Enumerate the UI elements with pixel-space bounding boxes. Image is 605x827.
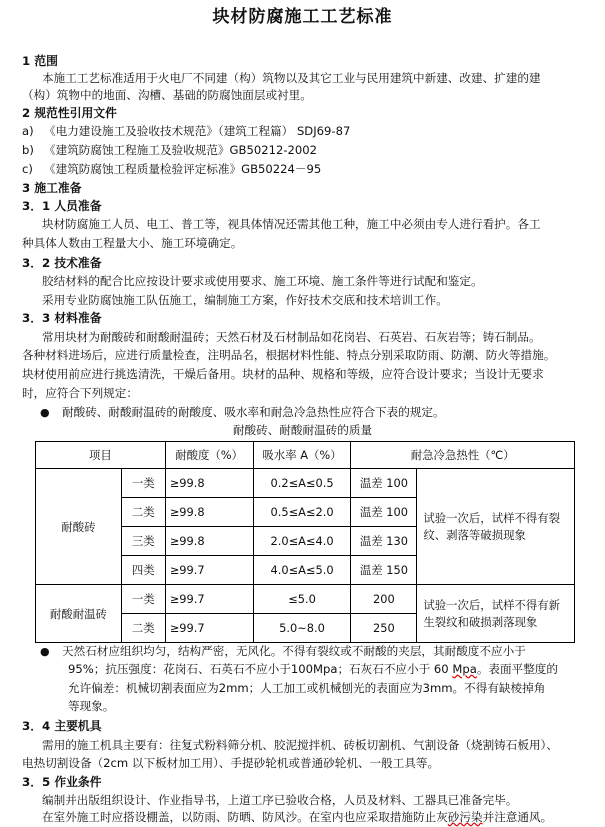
section-3-5-heading: 3．5 作业条件 xyxy=(22,775,102,789)
bullet-item-2-text-1: 天然石材应组织均匀，结构严密，无风化。不得有裂纹或不耐酸的夹层，其耐酸度不应小于 xyxy=(62,644,526,658)
section-3-3-line-4: 时，应符合下列规定： xyxy=(22,386,138,400)
temp-cell: 温差 100 xyxy=(351,498,417,527)
water-cell: ≤5.0 xyxy=(253,585,351,614)
water-cell: 5.0~8.0 xyxy=(253,614,351,643)
water-cell: 2.0≤A≤4.0 xyxy=(253,527,351,556)
water-cell: 0.5≤A≤2.0 xyxy=(253,498,351,527)
table-caption: 耐酸砖、耐酸耐温砖的质量 xyxy=(232,423,373,437)
group-name-acid-brick: 耐酸砖 xyxy=(36,469,122,585)
grade-cell: 四类 xyxy=(121,556,165,585)
section-3-4-line-1: 需用的施工机具主要有：往复式粉料筛分机、胶泥搅拌机、砖板切割机、气割设备（烧割铸石板用）、 xyxy=(42,738,558,752)
section-3-5-text-2a: 在室外施工时应搭设棚盖，以防雨、防晒、防风沙。在室内也应采取措施防止灰 xyxy=(42,810,448,824)
grade-cell: 一类 xyxy=(121,469,165,498)
section-3-5-text-2b: 并注意通风。 xyxy=(482,810,553,824)
section-1-heading: 1 范围 xyxy=(22,54,58,68)
acid-cell: ≥99.8 xyxy=(165,498,253,527)
section-3-3-line-3: 块材使用前应进行挑选清洗，干燥后备用。块材的品种、规格和等级，应符合设计要求；当设计无要求 xyxy=(22,367,544,381)
section-3-3-heading: 3．3 材料准备 xyxy=(22,311,102,325)
grade-cell: 二类 xyxy=(121,498,165,527)
bullet-item-2-line-1 xyxy=(40,642,587,661)
temp-cell: 200 xyxy=(351,585,417,614)
table-row xyxy=(36,469,575,498)
section-1-text-line-1: 本施工工艺标准适用于火电厂不同建（构）筑物以及其它工业与民用建筑中新建、改建、扩建的建 xyxy=(42,71,541,85)
temp-cell: 温差 100 xyxy=(351,469,417,498)
acid-cell: ≥99.7 xyxy=(165,556,253,585)
reference-key: a) xyxy=(22,124,34,138)
reference-item-b xyxy=(22,141,587,159)
group-1-test-note: 试验一次后，试样不得有裂纹、剥落等破损现象 xyxy=(417,469,575,585)
acid-cell: ≥99.8 xyxy=(165,527,253,556)
reference-text: 《建筑防腐蚀工程施工及验收规范》GB50212-2002 xyxy=(44,143,318,157)
bullet-item-2-text-2a: 95%；抗压强度：花岗石、石英石不应小于100Mpa；石灰石不应小于 60 xyxy=(68,662,453,676)
brick-quality-table xyxy=(35,441,575,643)
reference-text: 《建筑防腐蚀工程质量检验评定标准》GB50224－95 xyxy=(44,162,322,176)
grade-cell: 一类 xyxy=(121,585,165,614)
section-3-1-line-1: 块材防腐施工人员、电工、普工等，视具体情况还需其他工种，施工中必须由专人进行看护。各工 xyxy=(42,217,541,231)
bullet-item-2-line-4: 等现象。 xyxy=(68,699,115,713)
section-3-2-line-2: 采用专业防腐蚀施工队伍施工，编制施工方案，作好技术交底和技术培训工作。 xyxy=(42,293,448,307)
reference-key: c) xyxy=(22,162,33,176)
acid-cell: ≥99.7 xyxy=(165,585,253,614)
section-3-heading: 3 施工准备 xyxy=(22,181,82,195)
bullet-item-2-line-3: 允许偏差：机械切割表面应为2mm；人工加工或机械刨光的表面应为3mm。不得有缺棱掉角 xyxy=(68,681,546,695)
table-row xyxy=(36,585,575,614)
bullet-item-1 xyxy=(40,403,587,422)
acid-cell: ≥99.8 xyxy=(165,469,253,498)
section-3-5-line-2 xyxy=(42,808,587,826)
section-1-text-line-2: （构）筑物中的地面、沟槽、基础的防腐蚀面层或衬里。 xyxy=(22,88,312,102)
section-2-heading: 2 规范性引用文件 xyxy=(22,106,117,120)
section-3-4-heading: 3．4 主要机具 xyxy=(22,719,102,733)
bullet-icon: ● xyxy=(40,406,50,419)
section-3-1-line-2: 种具体人数由工程量大小、施工环境确定。 xyxy=(22,236,243,250)
group-name-acid-heat-brick: 耐酸耐温砖 xyxy=(36,585,122,643)
header-temp: 耐急冷急热性（℃） xyxy=(351,442,575,469)
temp-cell: 温差 150 xyxy=(351,556,417,585)
section-3-1-heading: 3．1 人员准备 xyxy=(22,199,102,213)
header-item: 项目 xyxy=(36,442,166,469)
section-3-4-line-2: 电热切割设备（2cm 以下板材加工用）、手提砂轮机或普通砂轮机、一般工具等。 xyxy=(22,756,440,770)
bullet-item-2-line-2 xyxy=(68,660,587,678)
grade-cell: 三类 xyxy=(121,527,165,556)
reference-item-a xyxy=(22,122,587,140)
section-3-5-text-2u: 砂污染 xyxy=(447,810,483,824)
document-title: 块材防腐施工工艺标准 xyxy=(212,7,393,27)
reference-item-c xyxy=(22,160,587,178)
bullet-icon: ● xyxy=(40,645,50,658)
bullet-item-1-text: 耐酸砖、耐酸耐温砖的耐酸度、吸水率和耐急冷急热性应符合下表的规定。 xyxy=(62,405,445,419)
acid-cell: ≥99.7 xyxy=(165,614,253,643)
header-water: 吸水率 A（%） xyxy=(253,442,351,469)
table-header-row xyxy=(36,442,575,469)
section-3-3-line-1: 常用块材为耐酸砖和耐酸耐温砖；天然石材及石材制品如花岗岩、石英岩、石灰岩等；铸石制品。 xyxy=(42,330,541,344)
water-cell: 4.0≤A≤5.0 xyxy=(253,556,351,585)
section-3-2-heading: 3．2 技术准备 xyxy=(22,256,102,270)
reference-key: b) xyxy=(22,143,34,157)
header-acid: 耐酸度（%） xyxy=(165,442,253,469)
section-3-2-line-1: 胶结材料的配合比应按设计要求或使用要求、施工环境、施工条件等进行试配和鉴定。 xyxy=(42,274,483,288)
bullet-item-2-text-2u: Mpa xyxy=(452,662,477,676)
temp-cell: 250 xyxy=(351,614,417,643)
bullet-item-2-text-2b: 。表面平整度的 xyxy=(476,662,558,676)
grade-cell: 二类 xyxy=(121,614,165,643)
reference-text: 《电力建设施工及验收技术规范》（建筑工程篇） SDJ69-87 xyxy=(44,124,351,138)
section-3-5-line-1: 编制并出版组织设计、作业指导书，上道工序已验收合格，人员及材料、工器具已准备完毕。 xyxy=(42,793,518,807)
group-2-test-note: 试验一次后，试样不得有新生裂纹和破损剥落现象 xyxy=(417,585,575,643)
temp-cell: 温差 130 xyxy=(351,527,417,556)
water-cell: 0.2≤A≤0.5 xyxy=(253,469,351,498)
section-3-3-line-2: 各种材料进场后，应进行质量检查，注明品名，根据材料性能、特点分别采取防雨、防潮、防火等措施。 xyxy=(22,348,556,362)
